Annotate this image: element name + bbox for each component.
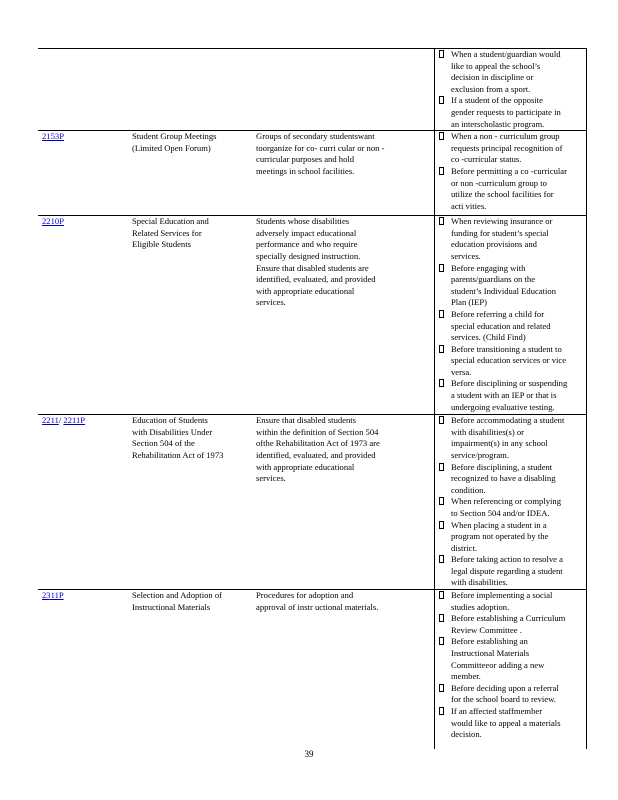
trigger-item: [437, 49, 583, 95]
policy-description-cell: [256, 415, 435, 590]
checkbox-glyph-icon: [439, 217, 444, 225]
policy-triggers-cell: [435, 415, 587, 590]
policy-description-cell: [256, 590, 435, 749]
trigger-text: Before referring a child for special education and related services. (Child Find): [451, 308, 551, 343]
policy-row: [38, 216, 587, 415]
checkbox-glyph-icon: [439, 614, 444, 622]
trigger-text: If an affected staffmember would like to appeal a materials decision.: [451, 706, 561, 740]
policy-table: [38, 48, 587, 749]
policy-triggers-cell: [435, 216, 587, 415]
policy-description: Groups of secondary studentswant toorganize for co- curri cular or non - curricular purposes and hold meetings in school facilities.: [256, 131, 385, 176]
trigger-item: [437, 166, 583, 212]
trigger-item: [437, 520, 583, 555]
policy-title: Special Education and Related Services for Eligible Students: [132, 216, 209, 250]
policy-code-cell: [38, 590, 131, 749]
trigger-text: Before disciplining, a student recognized to have a disabling condition.: [451, 461, 556, 495]
trigger-item: [437, 95, 583, 130]
trigger-text: When reviewing insurance or funding for student’s special education provisions and services.: [451, 216, 553, 261]
policy-code-link[interactable]: 2153P: [42, 131, 64, 142]
policy-code-cell: [38, 131, 131, 216]
policy-description-cell: [256, 131, 435, 216]
policy-code-cell: [38, 49, 131, 131]
code-separator: /: [58, 415, 64, 426]
trigger-item: [437, 344, 583, 379]
checkbox-glyph-icon: [439, 264, 444, 272]
trigger-list: [437, 415, 583, 589]
policy-code-link[interactable]: 2211P: [63, 415, 86, 426]
trigger-list: [437, 131, 583, 212]
trigger-text: Before implementing a social studies adoption.: [451, 590, 553, 612]
trigger-text: Before engaging with parents/guardians on the student’s Individual Education Plan (IEP): [451, 262, 557, 308]
policy-title-cell: [131, 131, 256, 216]
policy-triggers-cell: [435, 131, 587, 216]
policy-description-cell: [256, 49, 435, 131]
policy-description-cell: [256, 216, 435, 415]
trigger-text: Before taking action to resolve a legal dispute regarding a student with disabilities.: [451, 554, 563, 588]
trigger-item: [437, 706, 583, 741]
checkbox-glyph-icon: [439, 591, 444, 599]
trigger-item: [437, 590, 583, 613]
trigger-text: If a student of the opposite gender requests to participate in an interscholastic program.: [451, 95, 561, 129]
policy-triggers-cell: [435, 49, 587, 131]
trigger-list: [437, 49, 583, 130]
trigger-text: When placing a student in a program not operated by the district.: [451, 519, 549, 553]
checkbox-glyph-icon: [439, 497, 444, 505]
checkbox-glyph-icon: [439, 521, 444, 529]
trigger-text: When referencing or complying to Section 504 and/or IDEA.: [451, 496, 562, 518]
policy-title: Student Group Meetings (Limited Open Forum): [132, 131, 217, 153]
policy-description: Procedures for adoption and approval of instr uctional materials.: [256, 590, 379, 612]
policy-row: [38, 49, 587, 131]
trigger-item: [437, 378, 583, 413]
policy-triggers-cell: [435, 590, 587, 749]
policy-description: Ensure that disabled students within the definition of Section 504 ofthe Rehabilitation Act of 1973 are identified, evaluated, and provided with appropriate educational services.: [256, 415, 380, 484]
trigger-item: [437, 263, 583, 309]
trigger-item: [437, 131, 583, 166]
trigger-text: Before deciding upon a referral for the school board to review.: [451, 682, 559, 705]
trigger-text: Before establishing a Curriculum Review Committee .: [451, 613, 566, 635]
trigger-item: [437, 415, 583, 461]
checkbox-glyph-icon: [439, 96, 444, 104]
checkbox-glyph-icon: [439, 637, 444, 645]
policy-code-cell: [38, 415, 131, 590]
policy-title-cell: [131, 49, 256, 131]
checkbox-glyph-icon: [439, 707, 444, 715]
policy-code-cell: [38, 216, 131, 415]
policy-description: Students whose disabilities adversely impact educational performance and who require specially designed instruction. Ensure that disabled students are identified, evaluated, and provided with appropriate educational services.: [256, 216, 376, 308]
policy-code-link[interactable]: 2210P: [42, 216, 64, 227]
trigger-text: Before accommodating a student with disabilities(s) or impairment(s) in any school service/program.: [451, 415, 565, 460]
policy-title: Education of Students with Disabilities Under Section 504 of the Rehabilitation Act of 1973: [132, 415, 224, 460]
trigger-item: [437, 613, 583, 636]
policy-code-link[interactable]: 2211: [42, 415, 59, 426]
policy-code-link[interactable]: 2311P: [42, 590, 64, 601]
trigger-text: Before disciplining or suspending a student with an IEP or that is undergoing evaluative testing.: [451, 378, 568, 412]
trigger-item: [437, 683, 583, 706]
trigger-list: [437, 590, 583, 741]
trigger-item: [437, 216, 583, 262]
trigger-item: [437, 462, 583, 497]
checkbox-glyph-icon: [439, 345, 444, 353]
checkbox-glyph-icon: [439, 132, 444, 140]
trigger-text: Before establishing an Instructional Materials Committeeor adding a new member.: [451, 636, 545, 682]
trigger-item: [437, 636, 583, 682]
policy-title: Selection and Adoption of Instructional Materials: [132, 590, 222, 612]
trigger-item: [437, 496, 583, 519]
trigger-list: [437, 216, 583, 413]
trigger-text: When a non - curriculum group requests principal recognition of co -curricular status.: [451, 131, 563, 165]
trigger-text: Before permitting a co -curricular or non -curriculum group to utilize the school facilities for acti vities.: [451, 165, 567, 211]
policy-row: [38, 131, 587, 216]
checkbox-glyph-icon: [439, 379, 444, 387]
checkbox-glyph-icon: [439, 167, 444, 175]
checkbox-glyph-icon: [439, 555, 444, 563]
trigger-item: [437, 309, 583, 344]
checkbox-glyph-icon: [439, 50, 444, 58]
policy-row: [38, 415, 587, 590]
checkbox-glyph-icon: [439, 684, 444, 692]
trigger-item: [437, 554, 583, 589]
trigger-text: Before transitioning a student to special education services or vice versa.: [451, 343, 567, 377]
checkbox-glyph-icon: [439, 416, 444, 424]
page-number: 39: [304, 749, 314, 759]
policy-title-cell: [131, 590, 256, 749]
checkbox-glyph-icon: [439, 310, 444, 318]
policy-table-body: [38, 49, 587, 749]
trigger-text: When a student/guardian would like to appeal the school’s decision in discipline or exclusion from a sport.: [451, 49, 561, 94]
checkbox-glyph-icon: [439, 463, 444, 471]
policy-title-cell: [131, 216, 256, 415]
policy-row: [38, 590, 587, 749]
policy-title-cell: [131, 415, 256, 590]
